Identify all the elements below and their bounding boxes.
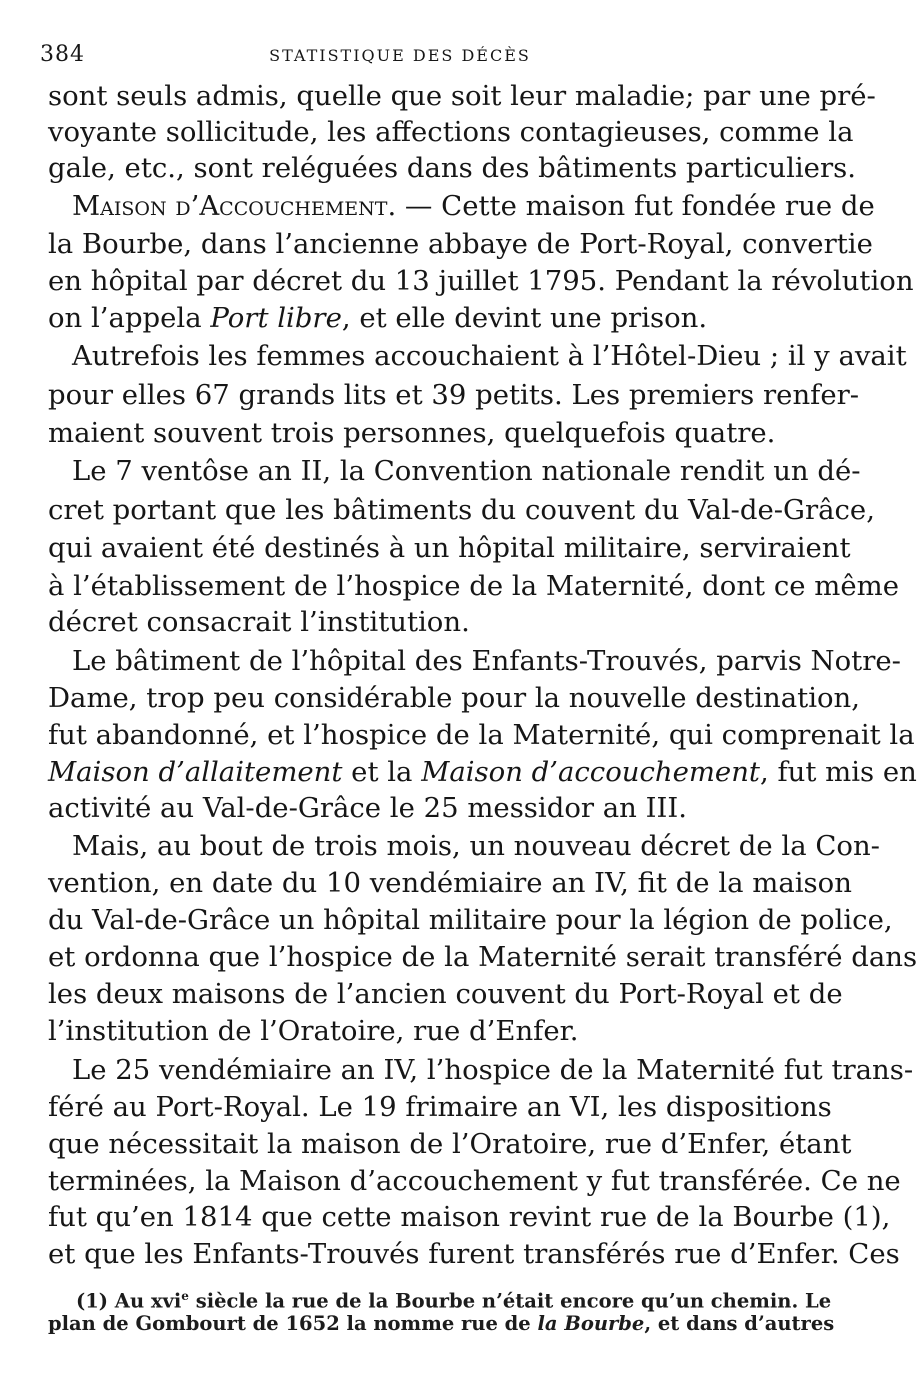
text-line: gale, etc., sont reléguées dans des bâtiments particuliers. — [48, 152, 856, 184]
text-line: fut abandonné, et l’hospice de la Maternité, qui comprenait la — [48, 719, 915, 751]
text-line: Le bâtiment de l’hôpital des Enfants-Trouvés, parvis Notre- — [72, 645, 901, 677]
text-line: Le 7 ventôse an II, la Convention nationale rendit un dé- — [72, 455, 861, 487]
text-line: fut qu’en 1814 que cette maison revint rue de la Bourbe (1), — [48, 1201, 891, 1233]
text-line: et ordonna que l’hospice de la Maternité serait transféré dans — [48, 941, 917, 973]
text-line: voyante sollicitude, les affections contagieuses, comme la — [48, 116, 854, 148]
text-line: vention, en date du 10 vendémiaire an IV, fit de la maison — [48, 867, 852, 899]
page-number: 384 — [40, 42, 85, 67]
text-line: terminées, la Maison d’accouchement y fut transférée. Ce ne — [48, 1165, 901, 1197]
text-line: cret portant que les bâtiments du couvent du Val-de-Grâce, — [48, 494, 875, 526]
footnote-line: plan de Gombourt de 1652 la nomme rue de la Bourbe, et dans d’autres — [48, 1312, 835, 1335]
text-line: Mais, au bout de trois mois, un nouveau décret de la Con- — [72, 830, 880, 862]
text-line: activité au Val-de-Grâce le 25 messidor an III. — [48, 792, 687, 824]
text-line: féré au Port-Royal. Le 19 frimaire an VI, les dispositions — [48, 1091, 832, 1123]
text-line: l’institution de l’Oratoire, rue d’Enfer. — [48, 1015, 579, 1047]
text-line: en hôpital par décret du 13 juillet 1795. Pendant la révolution — [48, 265, 914, 297]
text-line: que nécessitait la maison de l’Oratoire, rue d’Enfer, étant — [48, 1128, 852, 1160]
page-header — [36, 42, 764, 72]
text-line: la Bourbe, dans l’ancienne abbaye de Port-Royal, convertie — [48, 228, 873, 260]
text-line: Le 25 vendémiaire an IV, l’hospice de la Maternité fut trans- — [72, 1054, 914, 1086]
section-heading: Maison d’Accouchement. — [72, 190, 397, 222]
text-line: on l’appela Port libre, et elle devint une prison. — [48, 302, 708, 334]
footnote-superscript: e — [181, 1289, 189, 1303]
text-line: maient souvent trois personnes, quelquefois quatre. — [48, 417, 776, 449]
running-title: STATISTIQUE DES DÉCÈS — [269, 46, 531, 65]
text-line: qui avaient été destinés à un hôpital militaire, serviraient — [48, 532, 851, 564]
text-line: les deux maisons de l’ancien couvent du Port-Royal et de — [48, 978, 843, 1010]
text-line: pour elles 67 grands lits et 39 petits. Les premiers renfer- — [48, 379, 860, 411]
text-line: et que les Enfants-Trouvés furent transférés rue d’Enfer. Ces — [48, 1238, 900, 1270]
text-line: décret consacrait l’institution. — [48, 606, 470, 638]
text-line: Dame, trop peu considérable pour la nouvelle destination, — [48, 682, 861, 714]
text-line: à l’établissement de l’hospice de la Maternité, dont ce même — [48, 570, 899, 602]
section-heading-line: Maison d’Accouchement. — Cette maison fut fondée rue de — [72, 190, 875, 222]
text-line: Autrefois les femmes accouchaient à l’Hôtel-Dieu ; il y avait — [72, 340, 907, 372]
footnote-line: (1) Au xvi$^e$ siècle la rue de la Bourbe n’était encore qu’un chemin. Le — [76, 1289, 832, 1313]
text-line: Maison d’allaitement et la Maison d’accouchement, fut mis en — [48, 756, 917, 788]
text-line: du Val-de-Grâce un hôpital militaire pour la légion de police, — [48, 904, 893, 936]
text-line: sont seuls admis, quelle que soit leur maladie; par une pré- — [48, 80, 876, 112]
